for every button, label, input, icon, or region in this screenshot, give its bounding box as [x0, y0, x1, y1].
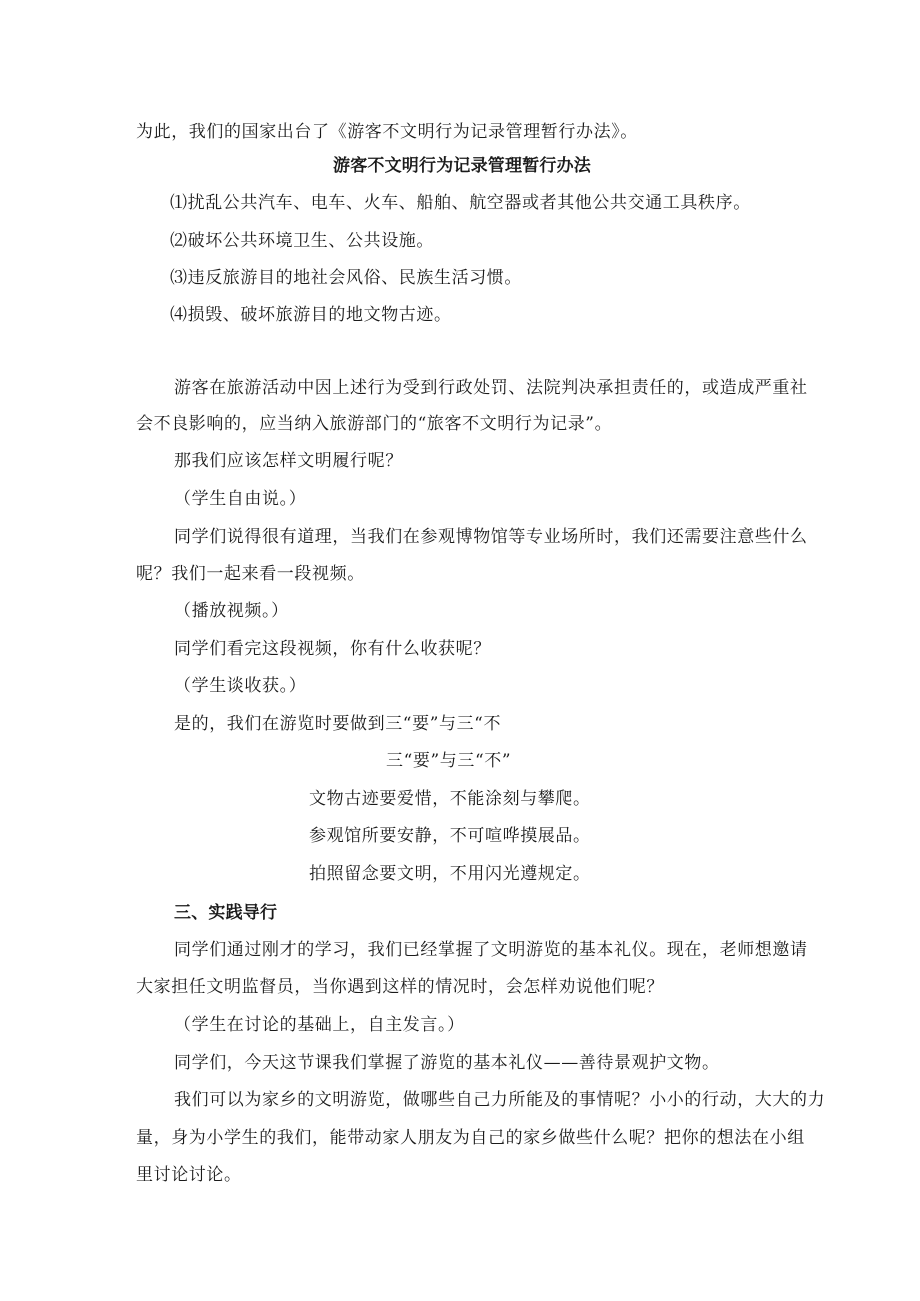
- question-line: 那我们应该怎样文明履行呢？: [174, 451, 403, 471]
- paragraph-line: 同学们说得很有道理，当我们在参观博物馆等专业场所时，我们还需要注意些什么: [174, 527, 808, 547]
- rule-item-2: ⑵破坏公共环境卫生、公共设施。: [170, 231, 434, 251]
- paragraph-line: 会不良影响的，应当纳入旅游部门的“旅客不文明行为记录”。: [136, 414, 613, 434]
- paragraph-line: 同学们通过刚才的学习，我们已经掌握了文明游览的基本礼仪。现在，老师想邀请: [174, 940, 808, 960]
- paragraph-line: 游客在旅游活动中因上述行为受到行政处罚、法院判决承担责任的，或造成严重社: [174, 378, 808, 398]
- paragraph-line: 量，身为小学生的我们，能带动家人朋友为自己的家乡做些什么呢？把你的想法在小组: [136, 1128, 805, 1148]
- rule-item-4: ⑷损毁、破坏旅游目的地文物古迹。: [170, 305, 452, 325]
- poem-line: 参观馆所要安静，不可喧哗摸展品。: [309, 826, 591, 846]
- paragraph-line: 里讨论讨论。: [136, 1165, 242, 1185]
- section-heading: 三、实践导行: [174, 903, 278, 923]
- question-line: 同学们看完这段视频，你有什么收获呢？: [174, 639, 491, 659]
- paragraph-line: 我们可以为家乡的文明游览，做哪些自己力所能及的事情呢？小小的行动，大大的力: [174, 1090, 826, 1110]
- poem-line: 文物古迹要爱惜，不能涂刻与攀爬。: [309, 789, 591, 809]
- student-response: （学生谈收获。）: [174, 676, 307, 696]
- rule-item-1: ⑴扰乱公共汽车、电车、火车、船舶、航空器或者其他公共交通工具秩序。: [170, 193, 751, 213]
- student-response: （学生在讨论的基础上，自主发言。）: [174, 1015, 465, 1035]
- poem-line: 拍照留念要文明，不用闪光遵规定。: [309, 864, 591, 884]
- rules-title: 游客不文明行为记录管理暂行办法: [333, 156, 591, 176]
- poem-title: 三“要”与三“不”: [386, 751, 512, 771]
- rule-item-3: ⑶违反旅游目的地社会风俗、民族生活习惯。: [170, 268, 522, 288]
- summary-line: 同学们，今天这节课我们掌握了游览的基本礼仪——善待景观护文物。: [174, 1053, 720, 1073]
- lead-line: 是的，我们在游览时要做到三“要”与三“不: [174, 714, 502, 734]
- paragraph-line: 呢？我们一起来看一段视频。: [136, 564, 365, 584]
- student-response: （学生自由说。）: [174, 489, 307, 509]
- intro-line: 为此，我们的国家出台了《游客不文明行为记录管理暂行办法》。: [136, 122, 638, 142]
- activity-note: （播放视频。）: [174, 601, 289, 621]
- paragraph-line: 大家担任文明监督员，当你遇到这样的情况时，会怎样劝说他们呢？: [136, 977, 664, 997]
